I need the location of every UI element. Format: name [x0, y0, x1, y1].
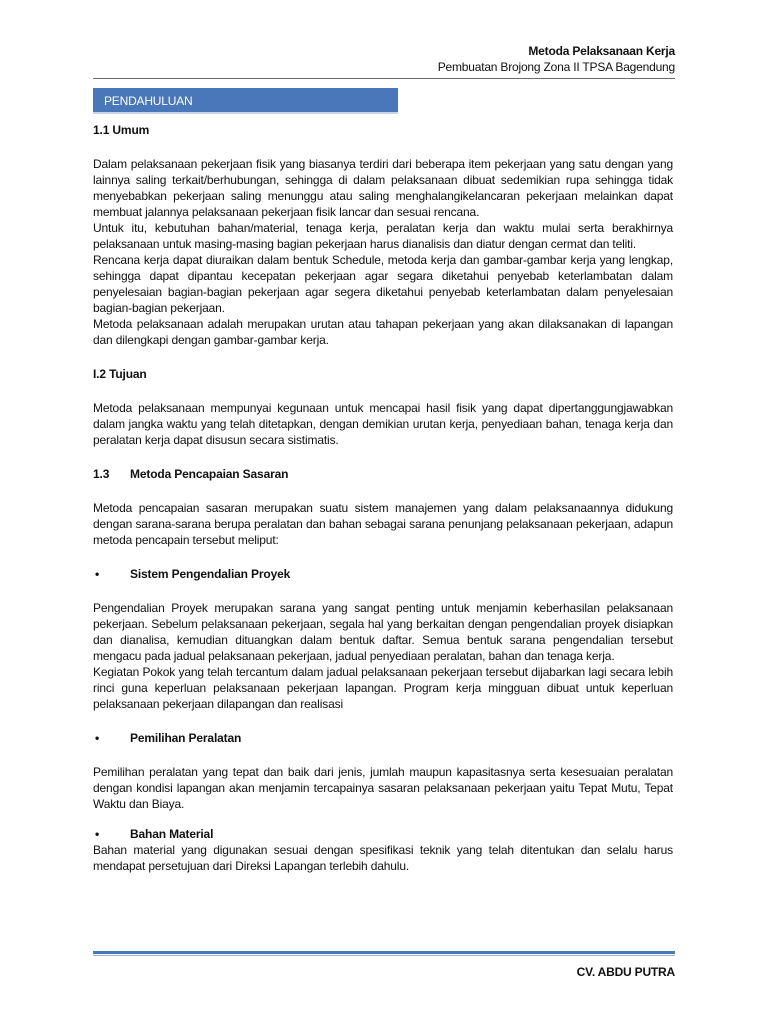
bullet-icon: • [95, 567, 100, 581]
document-body [93, 122, 673, 874]
bullet-icon: • [95, 731, 100, 745]
header-subtitle: Pembuatan Brojong Zona II TPSA Bagendung [437, 60, 675, 74]
footer-divider-thin [93, 955, 675, 956]
paragraph: Dalam pelaksanaan pekerjaan fisik yang biasanya terdiri dari beberapa item pekerjaan yang satu dengan yang lainnya saling terkait/berhubungan, sehingga di dalam pelaksanaan dibuat sedemikian rupa sehingga tidak menyebabkan pekerjaan saling menunggu atau saling menghalangikelancaran pekerjaan melainkan dapat membuat jalannya pelaksanaan pekerjaan fisik lancar dan sesuai rencana. [93, 157, 673, 219]
bullet-heading-peralatan [93, 730, 673, 746]
bullet-title: Bahan Material [130, 827, 214, 841]
paragraph: Kegiatan Pokok yang telah tercantum dalam jadual pelaksanaan pekerjaan tersebut dijabarkan lagi secara lebih rinci guna keperluan pelaksanaan pekerjaan lapangan. Program kerja mingguan dibuat untuk keperluan pelaksanaan pekerjaan dilapangan dan realisasi [93, 665, 673, 711]
section-banner: PENDAHULUAN [93, 88, 398, 114]
bullet-icon: • [95, 827, 100, 841]
bullet-title: Pemilihan Peralatan [130, 731, 242, 745]
paragraph: Rencana kerja dapat diuraikan dalam bentuk Schedule, metoda kerja dan gambar-gambar kerja yang lengkap, sehingga dapat dipantau kecepatan pekerjaan agar segara diketahui penyebab keterlambatan dalam penyelesaian bagian-bagian pekerjaan agar segera diketahui penyebab keterlambatan dalam penyelesaian bagian-bagian pekerjaan. [93, 253, 673, 315]
header-title: Metoda Pelaksanaan Kerja [528, 44, 675, 58]
paragraph: Pemilihan peralatan yang tepat dan baik dari jenis, jumlah maupun kapasitasnya serta kesesuaian peralatan dengan kondisi lapangan akan menjamin tercapainya sasaran pelaksanaan pekerjaan yaitu Tepat Mutu, Tepat Waktu dan Biaya. [93, 765, 673, 811]
paragraph: Pengendalian Proyek merupakan sarana yang sangat penting untuk menjamin keberhasilan pelaksanaan pekerjaan. Sebelum pelaksanaan pekerjaan, segala hal yang berkaitan dengan pengendalian proyek disiapkan dan dianalisa, kemudian dituangkan dalam bentuk daftar. Semua bentuk sarana pengendalian tersebut mengacu pada jadual pelaksanaan pekerjaan, jadual penyediaan peralatan, bahan dan tenaga kerja. [93, 601, 673, 663]
bullet-heading-pengendalian [93, 566, 673, 582]
section-heading-umum: 1.1 Umum [93, 123, 150, 137]
section-title: Metoda Pencapaian Sasaran [130, 467, 289, 481]
paragraph: Bahan material yang digunakan sesuai dengan spesifikasi teknik yang telah ditentukan dan selalu harus mendapat persetujuan dari Direksi Lapangan terlebih dahulu. [93, 843, 673, 873]
section-heading-tujuan: I.2 Tujuan [93, 367, 147, 381]
paragraph: Untuk itu, kebutuhan bahan/material, tenaga kerja, peralatan kerja dan waktu mulai serta berakhirnya pelaksanaan untuk masing-masing bagian pekerjaan harus dianalisis dan diatur dengan cermat dan teliti. [93, 221, 673, 251]
paragraph: Metoda pelaksanaan mempunyai kegunaan untuk mencapai hasil fisik yang dapat dipertanggungjawabkan dalam jangka waktu yang telah ditetapkan, dengan demikian urutan kerja, penyediaan bahan, tenaga kerja dan peralatan kerja dapat disusun secara sistimatis. [93, 401, 673, 447]
bullet-title: Sistem Pengendalian Proyek [130, 567, 291, 581]
header-divider [93, 78, 675, 79]
page-header [438, 44, 675, 75]
section-heading-metoda [93, 466, 673, 482]
bullet-heading-bahan [93, 826, 673, 842]
footer-divider [93, 951, 675, 954]
paragraph: Metoda pelaksanaan adalah merupakan urutan atau tahapan pekerjaan yang akan dilaksanakan di lapangan dan dilengkapi dengan gambar-gambar kerja. [93, 317, 673, 347]
section-number: 1.3 [93, 467, 110, 481]
paragraph: Metoda pencapaian sasaran merupakan suatu sistem manajemen yang dalam pelaksanaannya didukung dengan sarana-sarana berupa peralatan dan bahan sebagai sarana penunjang pelaksanaan pekerjaan, adapun metoda pencapain tersebut meliput: [93, 501, 673, 547]
footer-company: CV. ABDU PUTRA [576, 965, 675, 979]
